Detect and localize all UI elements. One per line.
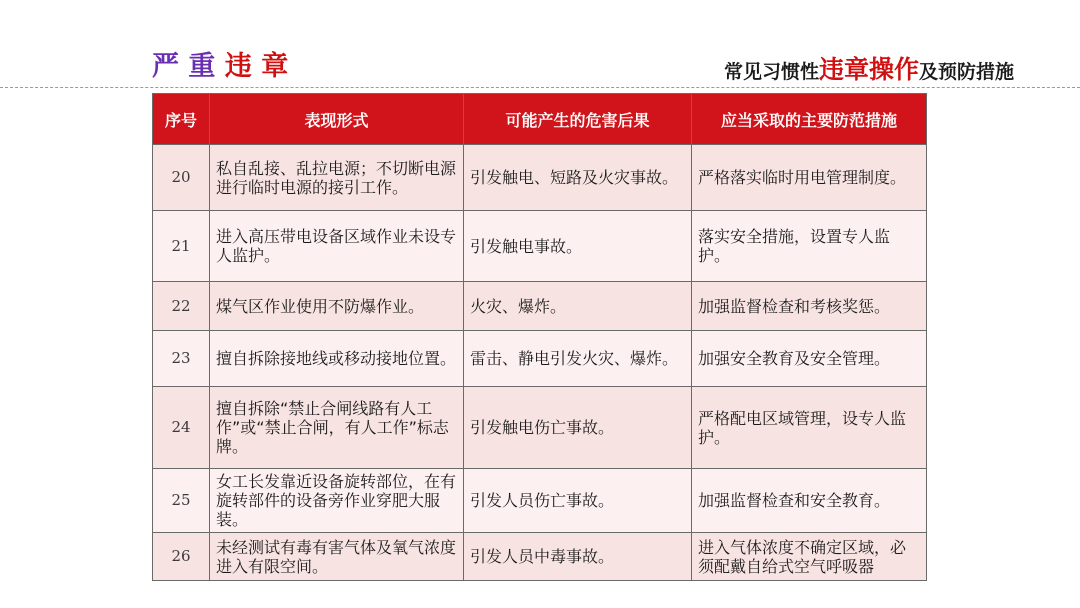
row-number: 20	[153, 145, 210, 211]
row-harm: 雷击、静电引发火灾、爆炸。	[464, 331, 692, 387]
row-harm: 引发人员中毒事故。	[464, 533, 692, 581]
row-measure: 加强监督检查和安全教育。	[692, 469, 927, 533]
table-row	[153, 211, 927, 282]
table-row	[153, 469, 927, 533]
row-form: 私自乱接、乱拉电源；不切断电源进行临时电源的接引工作。	[210, 145, 464, 211]
column-header-form: 表现形式	[210, 94, 464, 145]
row-form: 煤气区作业使用不防爆作业。	[210, 282, 464, 331]
column-header-measure: 应当采取的主要防范措施	[692, 94, 927, 145]
row-number: 26	[153, 533, 210, 581]
row-form: 进入高压带电设备区域作业未设专人监护。	[210, 211, 464, 282]
row-form: 擅自拆除“禁止合闸线路有人工作”或“禁止合闸，有人工作”标志牌。	[210, 387, 464, 469]
row-harm: 引发触电事故。	[464, 211, 692, 282]
row-form: 擅自拆除接地线或移动接地位置。	[210, 331, 464, 387]
column-header-harm: 可能产生的危害后果	[464, 94, 692, 145]
header-divider	[0, 87, 1080, 88]
table-row	[153, 387, 927, 469]
row-form: 未经测试有毒有害气体及氧气浓度进入有限空间。	[210, 533, 464, 581]
row-harm: 引发触电、短路及火灾事故。	[464, 145, 692, 211]
row-measure: 加强安全教育及安全管理。	[692, 331, 927, 387]
table-row	[153, 331, 927, 387]
title-part-1: 严 重	[152, 51, 225, 82]
row-number: 25	[153, 469, 210, 533]
slide-title	[152, 44, 288, 83]
row-form: 女工长发靠近设备旋转部位，在有旋转部件的设备旁作业穿肥大服装。	[210, 469, 464, 533]
row-measure: 严格配电区域管理，设专人监护。	[692, 387, 927, 469]
row-measure: 进入气体浓度不确定区域，必须配戴自给式空气呼吸器	[692, 533, 927, 581]
subtitle-part-1: 常见习惯性	[723, 61, 819, 83]
title-part-2: 违 章	[224, 51, 289, 82]
subtitle-highlight: 违章操作	[818, 55, 919, 84]
table-row	[153, 282, 927, 331]
subtitle-part-2: 及预防措施	[918, 61, 1014, 83]
row-number: 23	[153, 331, 210, 387]
table-row	[153, 145, 927, 211]
row-number: 24	[153, 387, 210, 469]
row-number: 21	[153, 211, 210, 282]
row-harm: 引发人员伤亡事故。	[464, 469, 692, 533]
table-row	[153, 533, 927, 581]
row-harm: 引发触电伤亡事故。	[464, 387, 692, 469]
row-measure: 加强监督检查和考核奖惩。	[692, 282, 927, 331]
row-measure: 严格落实临时用电管理制度。	[692, 145, 927, 211]
column-header-number: 序号	[153, 94, 210, 145]
row-number: 22	[153, 282, 210, 331]
row-measure: 落实安全措施，设置专人监护。	[692, 211, 927, 282]
row-harm: 火灾、爆炸。	[464, 282, 692, 331]
slide-subtitle	[724, 50, 1014, 86]
violations-table	[152, 93, 927, 581]
table-header-row	[153, 94, 927, 145]
